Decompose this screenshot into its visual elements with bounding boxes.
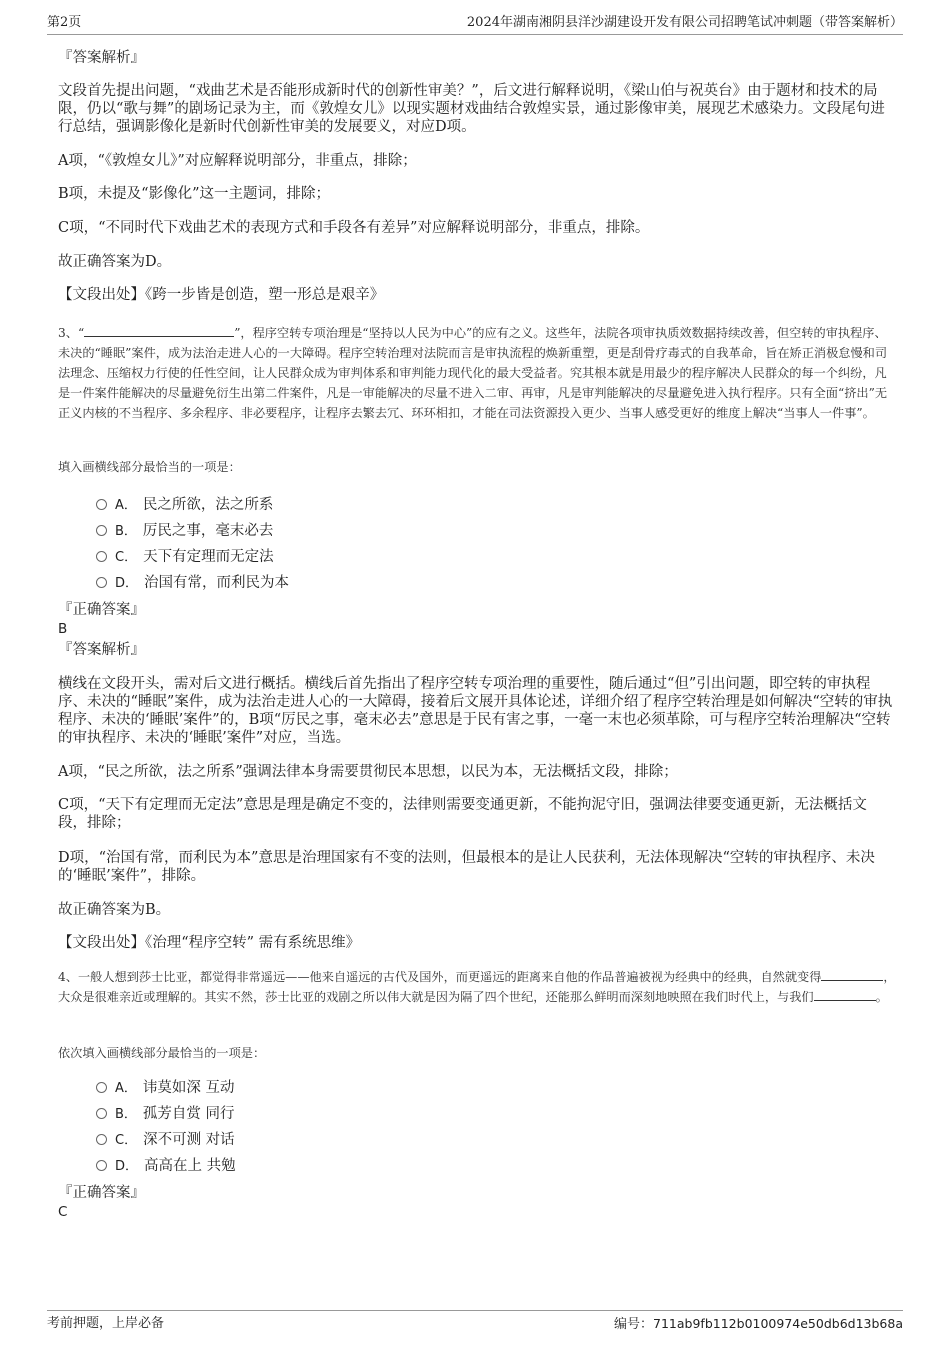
page-footer [47,1310,903,1335]
q3-source: 【文段出处】《治理“程序空转” 需有系统思维》 [58,935,361,951]
q3-option-a[interactable] [96,496,273,515]
footer-code-value: 711ab9fb112b0100974e50db6d13b68a [653,1316,903,1331]
option-key: A． [115,498,137,513]
q4-option-b[interactable] [96,1105,235,1124]
option-key: C． [115,1133,138,1148]
q4-blank-1 [821,968,883,981]
q4-stem-part2: ，大众是很难亲近或理解的。其实不然，莎士比亚的戏剧之所以伟大就是因为隔了四个世纪，还能那么鲜明而深刻地映照在我们时代上，与我们 [58,970,896,1004]
radio-icon[interactable] [96,1108,107,1119]
option-key: D． [115,576,139,591]
q3-option-d[interactable] [96,574,289,593]
radio-icon[interactable] [96,1160,107,1171]
q2-analysis-text: 文段首先提出问题，“戏曲艺术是否能形成新时代的创新性审美？”，后文进行解释说明，《梁山伯与祝英台》由于题材和技术的局限，仍以“歌与舞”的剧场记录为主，而《敦煌女儿》以现实题材戏曲结合敦煌实景，通过影像审美，展现艺术感染力。文段尾句进行总结，强调影像化是新时代创新性审美的发展要义，对应D项。 [58,83,885,135]
page-header [47,14,903,35]
radio-icon[interactable] [96,551,107,562]
radio-icon[interactable] [96,499,107,510]
q4-answer: C [58,1204,68,1220]
q4-option-a[interactable] [96,1079,235,1098]
q3-stem-text: ”，程序空转专项治理是“坚持以人民为中心”的应有之义。这些年，法院各项审执质效数据持续改善，但空转的审执程序、未决的“睡眠”案件，成为法治走进人心的一大障碍。程序空转治理对法院而言是审执流程的焕新重塑，更是刮骨疗毒式的自我革命，旨在矫正消极怠慢和司法理念、压缩权力行使的任性空间，让人民群众成为审判体系和审判能力现代化的最大受益者。究其根本就是用最少的程序解决人民群众的每一个纠纷，凡是一件案件能解决的尽量避免衍生出第二件案件，凡是一审能解决的尽量不进入二审、再审，凡是审判能解决的尽量避免进入执行程序。只有全面“挤出”无正义内核的不当程序、多余程序、非必要程序，让程序去繁去冗、环环相扣，才能在司法资源投入更少、当事人感受更好的维度上解决“当事人一件事”。 [58,326,888,420]
q3-answer-heading: 『正确答案』 [58,602,145,618]
q3-stem [58,323,898,423]
option-text: 厉民之事，毫末必去 [142,523,274,539]
option-key: A． [115,1081,137,1096]
footer-slogan: 考前押题，上岸必备 [47,1316,165,1331]
q3-answer: B [58,621,68,637]
q3-option-b[interactable] [96,522,273,541]
q2-item-c: C项，“不同时代下戏曲艺术的表现方式和手段各有差异”对应解释说明部分，非重点，排除。 [58,220,650,236]
q3-conclusion: 故正确答案为B。 [58,902,171,918]
q2-analysis-heading: 『答案解析』 [58,50,145,66]
option-key: B． [115,524,137,539]
q4-option-c[interactable] [96,1131,235,1150]
radio-icon[interactable] [96,577,107,588]
footer-code [614,1314,903,1335]
q3-item-d: D项，“治国有常，而利民为本”意思是治理国家有不变的法则，但最根本的是让人民获利，无法体现解决“空转的审执程序、未决的‘睡眠’案件”，排除。 [58,850,875,884]
q3-analysis-heading: 『答案解析』 [58,642,145,658]
q3-option-c[interactable] [96,548,274,567]
footer-code-label: 编号： [614,1317,654,1332]
q3-item-a: A项，“民之所欲，法之所系”强调法律本身需要贯彻民本思想，以民为本，无法概括文段，排除； [58,764,678,780]
q2-conclusion: 故正确答案为D。 [58,254,172,270]
radio-icon[interactable] [96,1134,107,1145]
radio-icon[interactable] [96,525,107,536]
q3-blank [84,324,234,337]
option-text: 民之所欲，法之所系 [142,497,274,513]
q4-stem-part1: 4、一般人想到莎士比亚，都觉得非常遥远——他来自遥远的古代及国外，而更遥远的距离来自他的作品普遍被视为经典中的经典，自然就变得 [58,970,822,984]
option-key: B． [115,1107,137,1122]
q2-source: 【文段出处】《跨一步皆是创造，塑一形总是艰辛》 [58,287,385,303]
q4-stem-part3: 。 [875,990,888,1004]
q2-item-a: A项，“《敦煌女儿》”对应解释说明部分，非重点，排除； [58,153,417,169]
option-text: 治国有常，而利民为本 [144,575,290,591]
q4-option-d[interactable] [96,1157,236,1176]
option-text: 高高在上 共勉 [144,1158,236,1174]
q3-analysis-text: 横线在文段开头，需对后文进行概括。横线后首先指出了程序空转专项治理的重要性，随后通过“但”引出问题，即空转的审执程序、未决的“睡眠”案件，成为法治走进人心的一大障碍，接着后文展开具体论述，详细介绍了程序空转治理是如何解决“空转的审执程序、未决的‘睡眠’案件”的，B项“厉民之事，毫末必去”意思是于民有害之事，一毫一末也必须革除，可与程序空转治理解决“空转的审执程序、未决的‘睡眠’案件”对应，当选。 [58,676,893,746]
option-text: 深不可测 对话 [143,1132,235,1148]
q3-number: 3、“ [58,326,85,340]
q4-answer-heading: 『正确答案』 [58,1185,145,1201]
option-text: 孤芳自赏 同行 [142,1106,235,1122]
option-text: 天下有定理而无定法 [143,549,274,565]
q4-prompt: 依次填入画横线部分最恰当的一项是： [58,1046,266,1060]
q4-stem [58,967,898,1007]
option-key: D． [115,1159,139,1174]
document-title: 2024年湖南湘阴县洋沙湖建设开发有限公司招聘笔试冲刺题（带答案解析） [466,15,903,30]
option-key: C． [115,550,138,565]
q4-blank-2 [814,988,876,1001]
page-number: 第2页 [47,15,82,30]
radio-icon[interactable] [96,1082,107,1093]
q3-prompt: 填入画横线部分最恰当的一项是： [58,460,241,474]
option-text: 讳莫如深 互动 [142,1080,235,1096]
q3-item-c: C项，“天下有定理而无定法”意思是理是确定不变的，法律则需要变通更新，不能拘泥守旧，强调法律要变通更新，无法概括文段，排除； [58,797,867,831]
q2-item-b: B项，未提及“影像化”这一主题词，排除； [58,186,330,202]
